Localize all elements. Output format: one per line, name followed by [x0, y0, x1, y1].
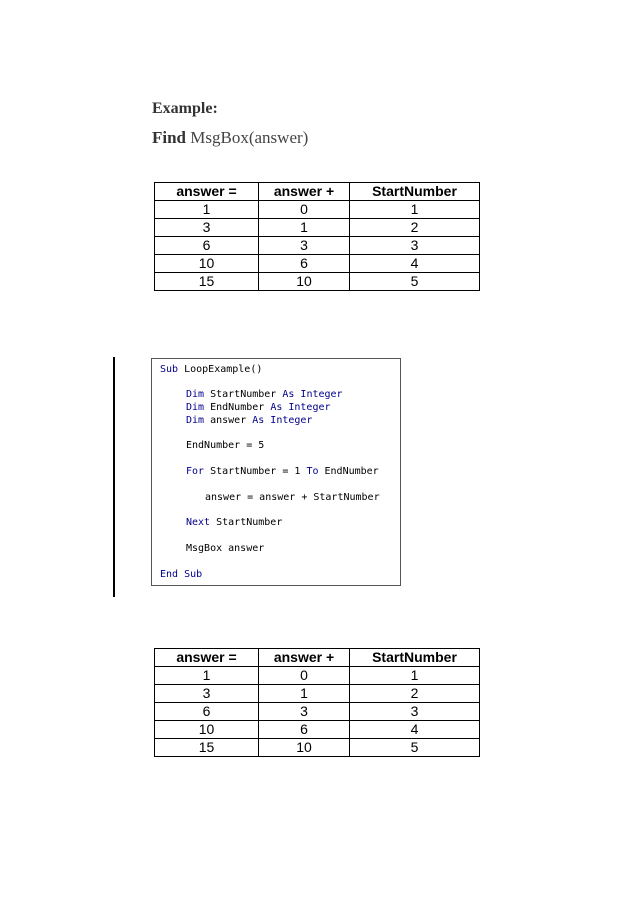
cell: 3 — [155, 685, 259, 703]
code-line-dim-end — [186, 401, 331, 414]
code-text: StartNumber — [216, 517, 283, 528]
cell: 1 — [259, 685, 350, 703]
code-line-dim-start — [186, 388, 343, 401]
cell: 5 — [350, 273, 480, 291]
header-answer-equals: answer = — [155, 183, 259, 201]
cell: 5 — [350, 739, 480, 757]
cell: 6 — [155, 703, 259, 721]
cell: 10 — [259, 273, 350, 291]
code-text: answer — [210, 415, 247, 426]
code-keyword: To — [306, 466, 319, 477]
code-line-end-sub: End Sub — [160, 569, 203, 580]
cell: 15 — [155, 739, 259, 757]
margin-change-bar — [113, 357, 115, 597]
code-keyword: As Integer — [282, 389, 343, 400]
code-line-msgbox: MsgBox answer — [186, 543, 265, 554]
find-label: Find — [152, 128, 187, 147]
cell: 2 — [350, 219, 480, 237]
code-keyword: Sub — [160, 364, 179, 375]
cell: 3 — [259, 703, 350, 721]
table-row — [155, 201, 480, 219]
cell: 1 — [155, 667, 259, 685]
cell: 1 — [155, 201, 259, 219]
cell: 3 — [155, 219, 259, 237]
code-keyword: Dim — [186, 415, 205, 426]
cell: 1 — [350, 201, 480, 219]
code-line-assign: EndNumber = 5 — [186, 440, 265, 451]
code-keyword: For — [186, 466, 205, 477]
table-header-row — [155, 183, 480, 201]
example-heading: Example: — [152, 100, 218, 117]
code-line-next — [186, 516, 282, 529]
values-table-top — [154, 182, 480, 291]
cell: 3 — [350, 703, 480, 721]
cell: 0 — [259, 201, 350, 219]
code-keyword: Next — [186, 517, 211, 528]
cell: 3 — [259, 237, 350, 255]
cell: 1 — [259, 219, 350, 237]
header-answer-plus: answer + — [259, 183, 350, 201]
cell: 10 — [259, 739, 350, 757]
code-keyword: Dim — [186, 389, 205, 400]
code-keyword: As Integer — [252, 415, 313, 426]
code-text: EndNumber — [210, 402, 265, 413]
code-text: LoopExample() — [184, 364, 263, 375]
header-start-number: StartNumber — [350, 183, 480, 201]
code-line-for — [186, 465, 379, 478]
code-text: EndNumber — [324, 466, 379, 477]
find-expression: MsgBox(answer) — [190, 128, 309, 147]
cell: 2 — [350, 685, 480, 703]
cell: 10 — [155, 255, 259, 273]
code-text: StartNumber = 1 — [210, 466, 301, 477]
header-start-number: StartNumber — [350, 649, 480, 667]
code-line-sub — [160, 363, 262, 376]
cell: 4 — [350, 255, 480, 273]
header-answer-plus: answer + — [259, 649, 350, 667]
table-row — [155, 685, 480, 703]
vba-code-block — [151, 358, 401, 586]
cell: 6 — [259, 721, 350, 739]
table-row — [155, 721, 480, 739]
cell: 10 — [155, 721, 259, 739]
table-row — [155, 703, 480, 721]
code-keyword: As Integer — [270, 402, 331, 413]
header-answer-equals: answer = — [155, 649, 259, 667]
code-line-dim-answer — [186, 414, 312, 427]
cell: 1 — [350, 667, 480, 685]
code-keyword: Dim — [186, 402, 205, 413]
table-row — [155, 237, 480, 255]
table-row — [155, 273, 480, 291]
cell: 6 — [259, 255, 350, 273]
cell: 15 — [155, 273, 259, 291]
code-line-accumulate: answer = answer + StartNumber — [205, 492, 380, 503]
cell: 4 — [350, 721, 480, 739]
code-text: StartNumber — [210, 389, 277, 400]
cell: 0 — [259, 667, 350, 685]
table-row — [155, 219, 480, 237]
table-row — [155, 667, 480, 685]
table-row — [155, 255, 480, 273]
find-instruction — [152, 128, 308, 148]
cell: 3 — [350, 237, 480, 255]
table-header-row — [155, 649, 480, 667]
table-row — [155, 739, 480, 757]
cell: 6 — [155, 237, 259, 255]
values-table-bottom — [154, 648, 480, 757]
